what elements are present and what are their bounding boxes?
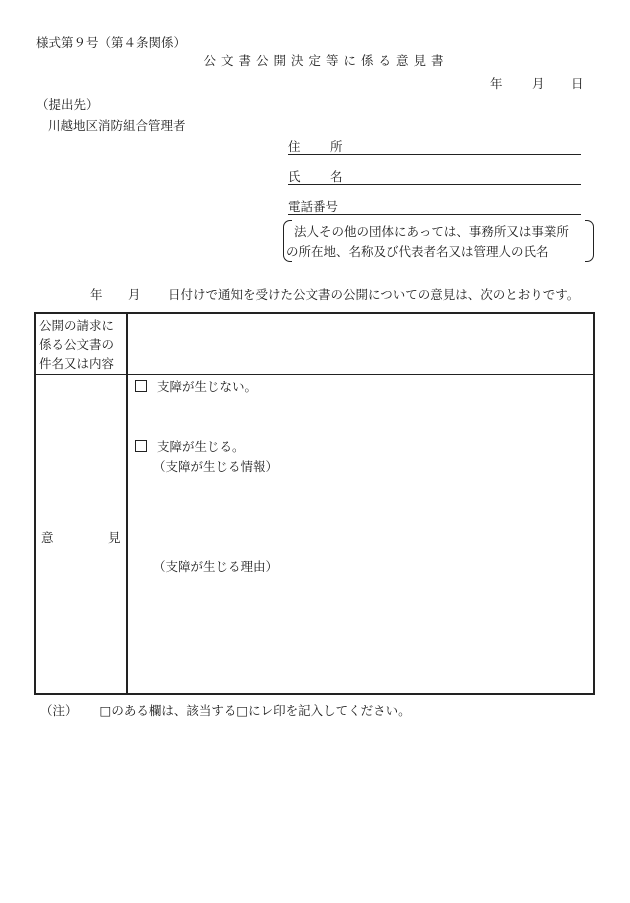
table-row-divider <box>36 374 593 375</box>
subject-label <box>39 316 114 373</box>
statement-year: 年 <box>90 287 103 302</box>
opinion-label-b: 見 <box>108 530 121 545</box>
form-id: 様式第９号（第４条関係） <box>36 35 187 50</box>
date-day: 日 <box>571 76 584 91</box>
phone-field[interactable] <box>288 197 581 215</box>
opinion-table <box>34 312 595 695</box>
phone-label: 電話番号 <box>288 199 339 214</box>
subject-label-line2: 係る公文書の <box>39 337 115 352</box>
corporation-note-line2: の所在地、名称及び代表者名又は管理人の氏名 <box>286 244 549 259</box>
statement-text: 日付けで通知を受けた公文書の公開についての意見は、次のとおりです。 <box>168 287 580 302</box>
footnote <box>40 701 411 719</box>
option-no-issue[interactable] <box>133 377 257 395</box>
statement-month: 月 <box>128 287 141 302</box>
issue-reason-label: （支障が生じる理由） <box>153 559 279 574</box>
checkbox-issue[interactable] <box>135 440 147 452</box>
right-bracket <box>585 220 594 262</box>
date-month: 月 <box>532 76 545 91</box>
option-no-issue-label: 支障が生じない。 <box>157 379 258 394</box>
name-field[interactable] <box>288 167 581 185</box>
footnote-label: （注） <box>40 703 78 718</box>
recipient-name: 川越地区消防組合管理者 <box>48 118 186 133</box>
date-year: 年 <box>490 76 503 91</box>
checkbox-no-issue[interactable] <box>135 380 147 392</box>
recipient-label: （提出先） <box>36 97 99 112</box>
corporation-note-line1: 法人その他の団体にあっては、事務所又は事業所 <box>294 224 569 239</box>
subject-label-line3: 件名又は内容 <box>39 356 115 371</box>
name-label-1: 氏 <box>288 169 301 184</box>
address-field[interactable] <box>288 137 581 155</box>
subject-label-line1: 公開の請求に <box>39 318 115 333</box>
corporation-note <box>283 220 594 262</box>
option-issue-label: 支障が生じる。 <box>157 439 245 454</box>
table-column-divider <box>126 314 128 693</box>
opinion-label-a: 意 <box>41 530 54 545</box>
name-label-2: 名 <box>330 169 343 184</box>
address-label-2: 所 <box>330 139 343 154</box>
footnote-text: □のある欄は、該当する□にレ印を記入してください。 <box>99 703 411 718</box>
issue-info-label: （支障が生じる情報） <box>153 459 279 474</box>
page-title: 公文書公開決定等に係る意見書 <box>203 53 449 68</box>
option-issue[interactable] <box>133 437 245 455</box>
address-label-1: 住 <box>288 139 301 154</box>
